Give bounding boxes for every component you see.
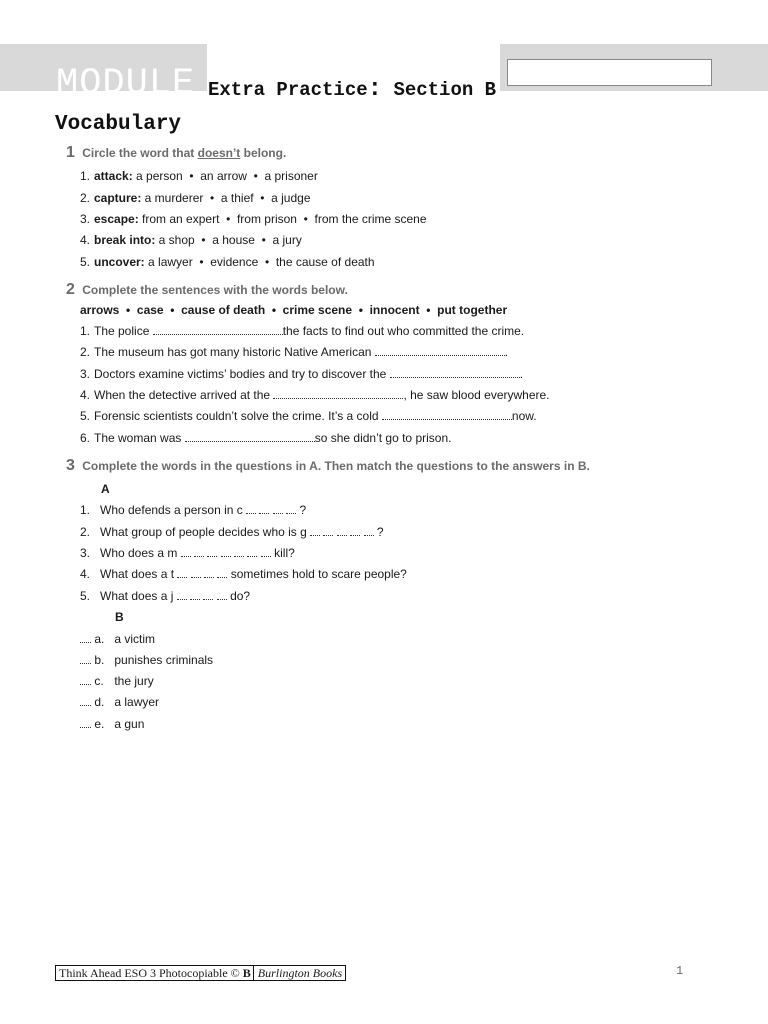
answer-text: a victim — [114, 632, 156, 646]
letter-blank[interactable] — [181, 546, 191, 557]
item-number: 6. — [80, 431, 91, 445]
question-end: do? — [226, 589, 251, 603]
item-keyword: attack: — [94, 169, 133, 183]
letter-blank[interactable] — [350, 525, 360, 536]
answer-item — [80, 673, 154, 689]
list-item — [80, 254, 375, 270]
item-keyword: capture: — [94, 191, 142, 205]
question-start: What does a j — [100, 589, 174, 603]
letter-blank[interactable] — [207, 546, 217, 557]
page-title — [208, 76, 496, 104]
list-item — [80, 323, 524, 339]
letter-blank[interactable] — [323, 525, 333, 536]
section-heading: Vocabulary — [55, 113, 182, 136]
letter-blank[interactable] — [261, 546, 271, 557]
answer-item — [80, 716, 144, 732]
letter-blank[interactable] — [194, 546, 204, 557]
question-item — [80, 524, 384, 540]
item-options[interactable]: a murderer • a thief • a judge — [141, 191, 311, 205]
sentence-start: The museum has got many historic Native American — [94, 345, 375, 359]
exercise-instruction — [82, 146, 286, 160]
answer-item — [80, 652, 213, 668]
list-item — [80, 190, 311, 206]
letter-blank[interactable] — [286, 503, 296, 514]
sentence-end: now. — [511, 409, 537, 423]
item-number: 2. — [80, 345, 91, 359]
exercise-instruction: Complete the words in the questions in A. Then match the questions to the answers in B. — [82, 459, 590, 473]
answer-blank[interactable] — [375, 345, 505, 356]
answer-letter: b. — [94, 653, 105, 667]
question-end: sometimes hold to scare people? — [227, 567, 407, 581]
item-options[interactable]: a person • an arrow • a prisoner — [132, 169, 318, 183]
page-title-a: Extra Practice — [208, 79, 368, 101]
title-colon: : — [367, 76, 383, 103]
match-blank[interactable] — [80, 717, 91, 728]
sentence-end: so she didn’t go to prison. — [314, 431, 452, 445]
instruction-text-end: belong. — [240, 146, 287, 160]
answer-blank[interactable] — [185, 431, 315, 442]
letter-blank[interactable] — [177, 567, 187, 578]
question-item — [80, 502, 306, 518]
item-options[interactable]: from an expert • from prison • from the crime scene — [138, 212, 427, 226]
item-number: 4. — [80, 567, 91, 581]
letter-blank[interactable] — [259, 503, 269, 514]
answer-text: a gun — [114, 717, 145, 731]
exercise-3-header — [66, 458, 590, 474]
word-bank: arrows • case • cause of death • crime scene • innocent • put together — [80, 303, 508, 317]
answer-blank[interactable] — [273, 388, 403, 399]
module-title: MODULE 5 — [56, 63, 242, 105]
item-number: 4. — [80, 233, 91, 247]
answer-letter: d. — [94, 695, 105, 709]
answer-item — [80, 694, 159, 710]
item-number: 5. — [80, 409, 91, 423]
list-item — [80, 387, 550, 403]
sentence-start: Forensic scientists couldn’t solve the crime. It’s a cold — [94, 409, 382, 423]
exercise-instruction: Complete the sentences with the words below. — [82, 283, 348, 297]
sentence-end: , he saw blood everywhere. — [403, 388, 550, 402]
answer-letter: e. — [94, 717, 105, 731]
instruction-text: Circle the word that — [82, 146, 198, 160]
letter-blank[interactable] — [204, 567, 214, 578]
answer-blank[interactable] — [390, 367, 520, 378]
sentence-start: The woman was — [94, 431, 185, 445]
item-number: 1. — [80, 169, 91, 183]
name-field[interactable] — [507, 59, 712, 86]
question-end: ? — [296, 503, 307, 517]
publisher-name: Burlington Books — [253, 966, 342, 980]
item-number: 2. — [80, 525, 91, 539]
answer-item — [80, 631, 155, 647]
list-item — [80, 408, 537, 424]
list-item — [80, 168, 318, 184]
question-start: What does a t — [100, 567, 175, 581]
letter-blank[interactable] — [217, 589, 227, 600]
question-start: What group of people decides who is g — [100, 525, 307, 539]
letter-blank[interactable] — [177, 589, 187, 600]
item-keyword: break into: — [94, 233, 156, 247]
exercise-number: 2 — [66, 281, 75, 298]
letter-blank[interactable] — [234, 546, 244, 557]
letter-blank[interactable] — [221, 546, 231, 557]
instruction-underlined: doesn’t — [197, 146, 241, 160]
question-item — [80, 545, 295, 561]
letter-blank[interactable] — [246, 503, 256, 514]
item-keyword: uncover: — [94, 255, 145, 269]
exercise-1-header — [66, 145, 286, 161]
item-options[interactable]: a shop • a house • a jury — [155, 233, 302, 247]
item-number: 5. — [80, 589, 91, 603]
exercise-2-header — [66, 282, 348, 298]
question-end: ? — [373, 525, 384, 539]
exercise-number: 1 — [66, 144, 75, 161]
question-start: Who does a m — [100, 546, 178, 560]
sentence-end: . — [504, 345, 509, 359]
sentence-start: The police — [94, 324, 153, 338]
copyright-text: Think Ahead ESO 3 Photocopiable © — [59, 966, 243, 980]
item-number: 4. — [80, 388, 91, 402]
letter-blank[interactable] — [364, 525, 374, 536]
letter-blank[interactable] — [203, 589, 213, 600]
answer-letter: a. — [94, 632, 105, 646]
answer-letter: c. — [94, 674, 104, 688]
item-number: 2. — [80, 191, 91, 205]
item-number: 3. — [80, 212, 91, 226]
question-item — [80, 566, 407, 582]
exercise-number: 3 — [66, 457, 75, 474]
list-item — [80, 232, 302, 248]
answer-text: punishes criminals — [114, 653, 214, 667]
letter-blank[interactable] — [247, 546, 257, 557]
sentence-start: When the detective arrived at the — [94, 388, 274, 402]
letter-blank[interactable] — [310, 525, 320, 536]
answer-blank[interactable] — [153, 324, 283, 335]
list-item — [80, 366, 523, 382]
sentence-end: the facts to find out who committed the crime. — [282, 324, 525, 338]
item-options[interactable]: a lawyer • evidence • the cause of death — [144, 255, 375, 269]
item-number: 5. — [80, 255, 91, 269]
question-start: Who defends a person in c — [100, 503, 243, 517]
column-a-label: A — [101, 482, 110, 496]
list-item — [80, 211, 427, 227]
item-number: 3. — [80, 546, 91, 560]
sentence-start: Doctors examine victims’ bodies and try to discover the — [94, 367, 390, 381]
letter-blank[interactable] — [190, 589, 200, 600]
item-number: 3. — [80, 367, 91, 381]
letter-blank[interactable] — [337, 525, 347, 536]
answer-text: the jury — [114, 674, 154, 688]
column-b-label: B — [115, 610, 124, 624]
question-item — [80, 588, 250, 604]
match-blank[interactable] — [80, 632, 91, 643]
burlington-logo-icon: B — [242, 966, 251, 980]
item-keyword: escape: — [94, 212, 139, 226]
page-title-b: Section B — [393, 79, 497, 101]
match-blank[interactable] — [80, 653, 91, 664]
letter-blank[interactable] — [217, 567, 227, 578]
item-number: 1. — [80, 503, 91, 517]
page-number: 1 — [676, 964, 684, 978]
letter-blank[interactable] — [273, 503, 283, 514]
list-item — [80, 430, 451, 446]
letter-blank[interactable] — [191, 567, 201, 578]
sentence-end: . — [519, 367, 524, 381]
question-end: kill? — [270, 546, 295, 560]
answer-blank[interactable] — [382, 409, 512, 420]
item-number: 1. — [80, 324, 91, 338]
footer-copyright — [55, 965, 346, 981]
list-item — [80, 344, 508, 360]
match-blank[interactable] — [80, 695, 91, 706]
answer-text: a lawyer — [114, 695, 160, 709]
match-blank[interactable] — [80, 674, 91, 685]
